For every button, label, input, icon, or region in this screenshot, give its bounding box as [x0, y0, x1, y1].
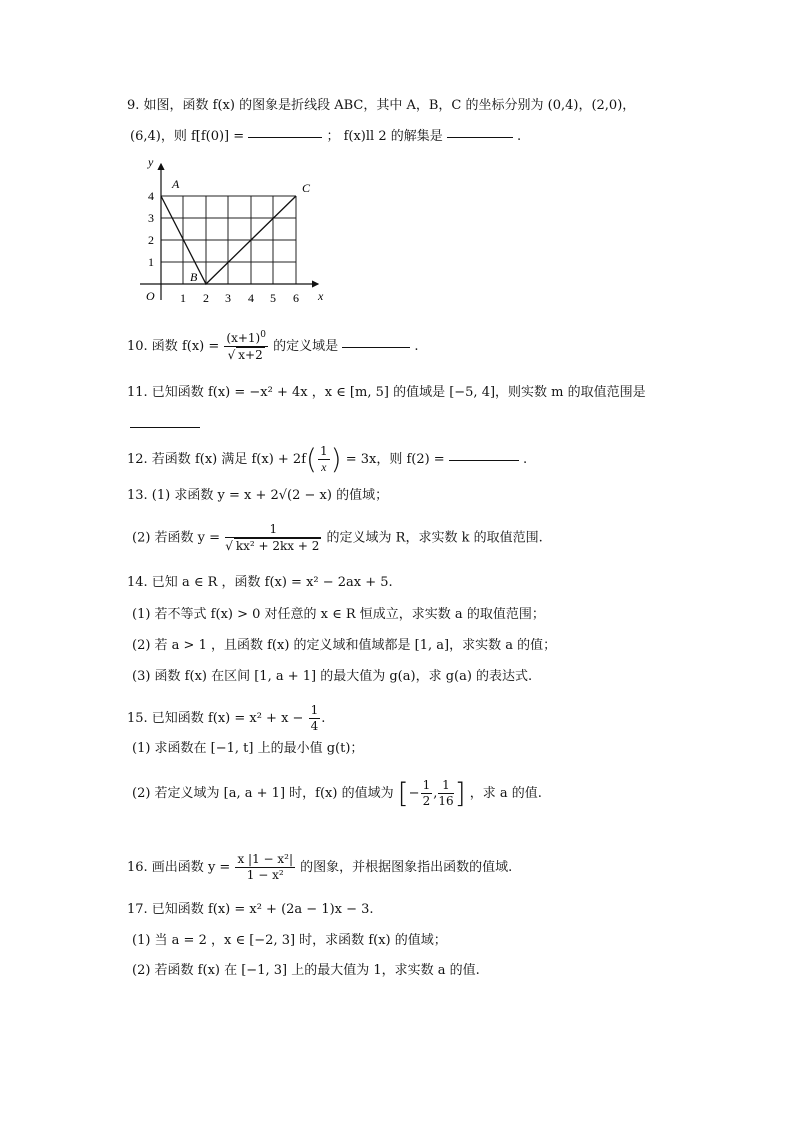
- q12-post: = 3x，则 f(2) =: [345, 452, 445, 467]
- q13-fraction: $\frac{1}{\text{√ kx² + 2kx + 2}}$: [225, 522, 320, 553]
- x-tick-2: 2: [203, 291, 209, 305]
- point-b-label: B: [190, 270, 198, 284]
- q14-line2: (1) 若不等式 f(x) > 0 对任意的 x ∈ R 恒成立，求实数 a 的取值范围；: [132, 607, 545, 622]
- q15-den: 4: [310, 719, 319, 733]
- q10-line: [127, 330, 419, 363]
- q15-line3-pre: (2) 若定义域为 [a, a + 1] 时，f(x) 的值域为: [132, 786, 394, 801]
- q12-end: .: [522, 452, 528, 467]
- q13-line2: [132, 522, 543, 554]
- q12-den: x: [321, 460, 327, 474]
- q10-den: x+2: [238, 348, 263, 362]
- q17-line3: (2) 若函数 f(x) 在 [−1, 3] 上的最大值为 1，求实数 a 的值.: [132, 963, 480, 978]
- y-tick-2: 2: [148, 233, 154, 247]
- x-tick-5: 5: [270, 291, 276, 305]
- q16-line: [127, 852, 512, 883]
- answer-blank-2: [447, 136, 513, 138]
- q10-post: 的定义域是: [273, 339, 339, 354]
- x-tick-3: 3: [225, 291, 231, 305]
- y-tick-1: 1: [148, 255, 154, 269]
- q15-num: 1: [310, 703, 319, 717]
- answer-blank-3: [342, 346, 410, 348]
- q14-line3: (2) 若 a > 1 ，且函数 f(x) 的定义域和值域都是 [1, a]，求实数 a 的值；: [132, 638, 557, 653]
- q15-frac1-num: 1: [422, 778, 431, 792]
- q9-line2: [130, 130, 521, 143]
- q15-line1: [127, 703, 325, 734]
- answer-blank-5: [449, 459, 519, 461]
- q13-line2-pre: (2) 若函数 y =: [132, 530, 221, 546]
- point-a-label: A: [172, 177, 180, 191]
- q10-num: (x+1): [226, 331, 261, 345]
- polyline-graph: [130, 150, 340, 310]
- q15-line1-pre: 15. 已知函数 f(x) = x² + x −: [127, 711, 304, 726]
- q15-frac1: [421, 778, 433, 809]
- q12-fraction: [318, 444, 330, 475]
- q17-line1: 17. 已知函数 f(x) = x² + (2a − 1)x − 3.: [127, 902, 374, 917]
- q12-pre: 12. 若函数 f(x) 满足 f(x) + 2f: [127, 452, 307, 467]
- y-tick-3: 3: [148, 211, 154, 225]
- q17-line2: (1) 当 a = 2 ，x ∈ [−2, 3] 时，求函数 f(x) 的值域；: [132, 933, 447, 948]
- answer-blank-1: [248, 136, 322, 138]
- x-tick-1: 1: [180, 291, 186, 305]
- q16-pre: 16. 画出函数 y =: [127, 860, 231, 875]
- y-axis-label: y: [148, 155, 154, 169]
- q13-num: 1: [225, 522, 321, 538]
- q9-line2-text-c: .: [517, 129, 522, 144]
- q9-line1: 9. 如图，函数 f(x) 的图象是折线段 ABC，其中 A，B，C 的坐标分别为 (0,4)，(2,0)，: [127, 98, 636, 113]
- x-tick-6: 6: [293, 291, 299, 305]
- q13-line2-post: 的定义域为 R，求实数 k 的取值范围.: [326, 530, 543, 546]
- q15-line3-post: ，求 a 的值.: [469, 786, 542, 801]
- q10-end: .: [414, 339, 419, 354]
- q16-post: 的图象，并根据图象指出函数的值域.: [300, 860, 513, 875]
- origin-label: O: [146, 289, 155, 303]
- q10-fraction: $\frac{(x+1)^0}{√ x+2}$: [226, 330, 266, 362]
- q9-line2-text-b: ； f(x)ⅼⅼ 2 的解集是: [326, 129, 443, 144]
- answer-blank-4: [130, 426, 200, 428]
- q13-den: kx² + 2kx + 2: [235, 539, 320, 553]
- q14-line1: 14. 已知 a ∈ R ，函数 f(x) = x² − 2ax + 5.: [127, 575, 393, 590]
- q16-fraction: [235, 852, 295, 883]
- q15-frac2-den: 16: [438, 794, 454, 808]
- y-tick-4: 4: [148, 189, 154, 203]
- q15-line3: (2) 若定义域为 [a, a + 1] 时，f(x) 的值域为 [− $\frac{1}{2}$ , $\frac{1}{16}$ ] ，求 a 的值.: [132, 776, 542, 810]
- q15-frac2: [438, 778, 453, 809]
- q9-line2-text-a: (6,4)，则 f[f(0)] =: [130, 129, 245, 144]
- q15-frac1-den: 2: [422, 794, 431, 808]
- x-tick-4: 4: [248, 291, 254, 305]
- point-c-label: C: [302, 181, 311, 195]
- q16-num: x |1 − x²|: [237, 852, 294, 866]
- q11-line: 11. 已知函数 f(x) = −x² + 4x ，x ∈ [m, 5] 的值域是 [−5, 4]，则实数 m 的取值范围是: [127, 385, 646, 400]
- q10-pre: 10. 函数 f(x) =: [127, 339, 220, 354]
- q15-line2: (1) 求函数在 [−1, t] 上的最小值 g(t)；: [132, 741, 364, 756]
- q16-den: 1 − x²: [246, 868, 284, 882]
- q15-frac2-num: 1: [438, 778, 453, 794]
- q13-line1: 13. (1) 求函数 y = x + 2√(2 − x) 的值域；: [127, 488, 389, 503]
- q10-num-exp: 0: [260, 330, 266, 340]
- q12-line: 12. 若函数 f(x) 满足 f(x) + 2f( $\frac{1}{x}$ ) = 3x，则 f(2) = .: [127, 442, 528, 476]
- q12-num: 1: [319, 444, 328, 458]
- q14-line4: (3) 函数 f(x) 在区间 [1, a + 1] 的最大值为 g(a)，求 g(a) 的表达式.: [132, 669, 533, 684]
- q15-fraction: [309, 703, 321, 734]
- x-axis-label: x: [318, 289, 324, 303]
- q15-line1-post: .: [321, 711, 326, 726]
